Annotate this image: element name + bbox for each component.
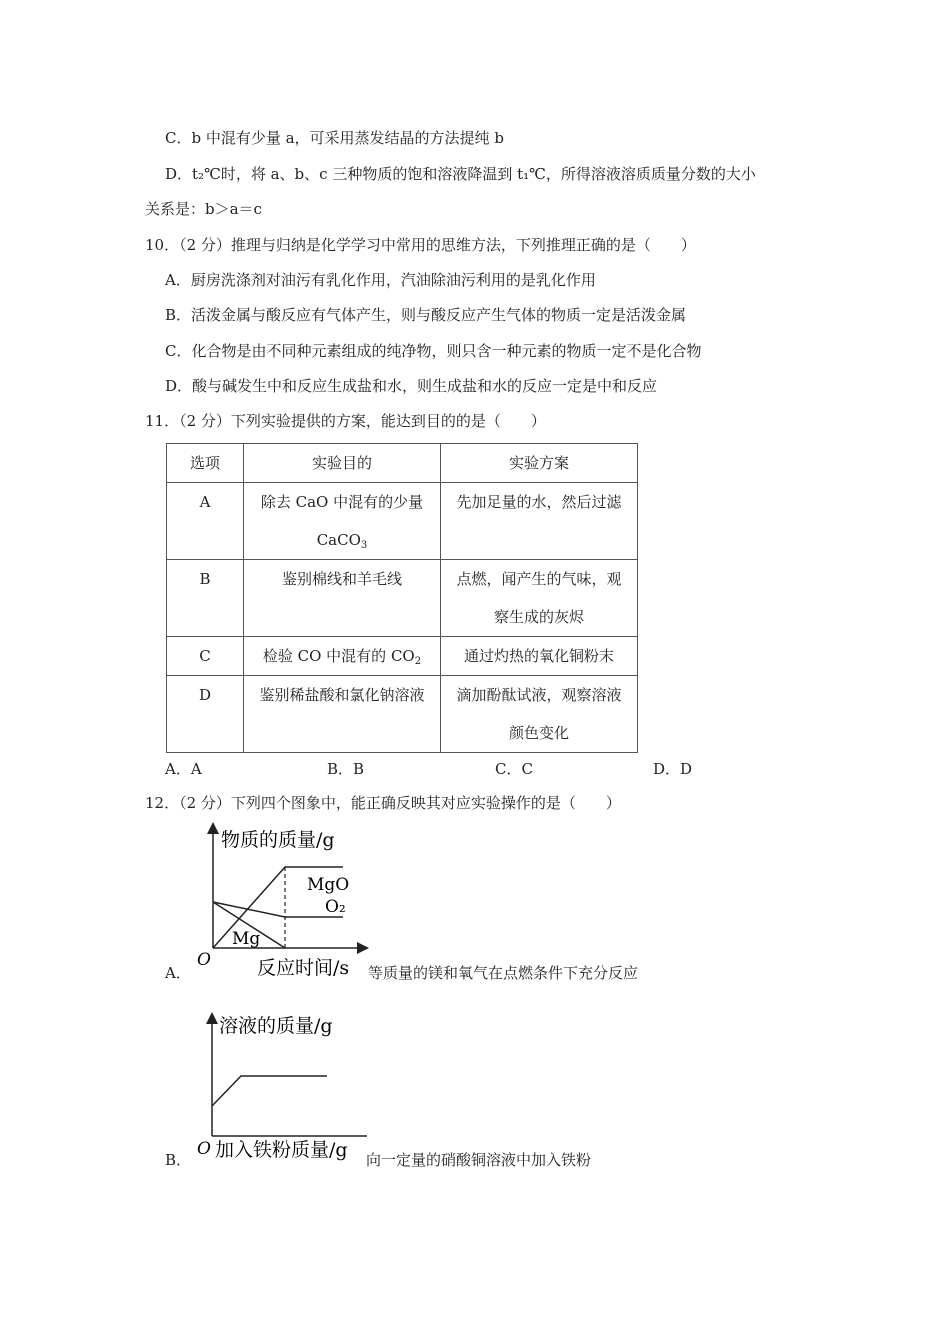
table-cell-plan xyxy=(441,483,638,560)
table-row xyxy=(167,560,638,637)
graph-b-ylabel: 溶液的质量/g xyxy=(219,1015,333,1037)
q12-option-a-desc: 等质量的镁和氧气在点燃条件下充分反应 xyxy=(368,964,639,982)
q10-option-c: C．化合物是由不同种元素组成的纯净物，则只含一种元素的物质一定不是化合物 xyxy=(165,342,702,360)
plan-line: 点燃，闻产生的气味，观 xyxy=(456,570,622,588)
q10-stem: 10．（2 分）推理与归纳是化学学习中常用的思维方法，下列推理正确的是（ ） xyxy=(145,236,696,254)
series-label-mgo: MgO xyxy=(307,875,350,895)
q10-option-d: D．酸与碱发生中和反应生成盐和水，则生成盐和水的反应一定是中和反应 xyxy=(165,377,658,395)
graph-a-origin: O xyxy=(197,950,211,970)
table-header: 实验目的 xyxy=(244,444,441,483)
q12-option-b-desc: 向一定量的硝酸铜溶液中加入铁粉 xyxy=(366,1151,592,1169)
q11-answer-c[interactable]: C．C xyxy=(495,760,533,778)
table-header: 选项 xyxy=(167,444,244,483)
table-row xyxy=(167,637,638,676)
q10-option-a: A．厨房洗涤剂对油污有乳化作用，汽油除油污利用的是乳化作用 xyxy=(165,271,596,289)
graph-a-ylabel: 物质的质量/g xyxy=(221,829,335,851)
table-cell-goal: 鉴别稀盐酸和氯化钠溶液 xyxy=(244,676,441,753)
q12-option-b-label: B． xyxy=(165,1151,192,1169)
formula-main: 检验 CO 中混有的 CO xyxy=(262,647,415,665)
goal-line: 除去 CaO 中混有的少量 xyxy=(260,493,424,511)
table-cell-option: A xyxy=(167,483,244,560)
q11-answer-a[interactable]: A．A xyxy=(165,760,202,778)
formula-main: CaCO xyxy=(316,531,361,549)
table-cell-goal: 鉴别棉线和羊毛线 xyxy=(244,560,441,637)
plan-line: 滴加酚酞试液，观察溶液 xyxy=(456,686,622,704)
graph-a-xlabel: 反应时间/s xyxy=(257,957,350,979)
q10-option-b: B．活泼金属与酸反应有气体产生，则与酸反应产生气体的物质一定是活泼金属 xyxy=(165,306,687,324)
q9-option-d-line2: 关系是：b＞a＝c xyxy=(145,200,262,218)
table-cell-plan: 通过灼热的氧化铜粉末 xyxy=(441,637,638,676)
table-cell-option: D xyxy=(167,676,244,753)
goal-line xyxy=(250,521,434,559)
q11-answer-d[interactable]: D．D xyxy=(653,760,693,778)
table-cell-goal xyxy=(244,637,441,676)
q12-option-a-label: A． xyxy=(165,964,191,982)
plan-line: 察生成的灰烬 xyxy=(493,608,584,626)
plan-line: 先加足量的水，然后过滤 xyxy=(456,493,622,511)
table-cell-option: C xyxy=(167,637,244,676)
q11-answer-b[interactable]: B．B xyxy=(327,760,365,778)
table-cell-goal xyxy=(244,483,441,560)
series-label-mg: Mg xyxy=(232,929,261,949)
q11-stem: 11．（2 分）下列实验提供的方案，能达到目的的是（ ） xyxy=(145,412,546,430)
q11-answer-options xyxy=(165,758,725,778)
graph-b-origin: O xyxy=(197,1139,211,1159)
series-label-o2: O₂ xyxy=(325,897,346,917)
table-cell-plan xyxy=(441,560,638,637)
graph-b xyxy=(195,1008,375,1168)
q12-stem: 12．（2 分）下列四个图象中，能正确反映其对应实验操作的是（ ） xyxy=(145,794,621,812)
table-cell-option: B xyxy=(167,560,244,637)
q9-option-d-line1: D．t₂℃时，将 a、b、c 三种物质的饱和溶液降温到 t₁℃，所得溶液溶质质量分数的大小 xyxy=(165,165,756,183)
graph-b-xlabel: 加入铁粉质量/g xyxy=(215,1139,348,1161)
graph-a xyxy=(195,820,370,980)
formula-sub: 2 xyxy=(414,656,422,667)
table-row xyxy=(167,676,638,753)
formula-sub: 3 xyxy=(360,540,368,551)
table-header-row xyxy=(167,444,638,483)
table-row xyxy=(167,483,638,560)
plan-line: 颜色变化 xyxy=(508,724,569,742)
table-cell-plan xyxy=(441,676,638,753)
q11-table xyxy=(166,443,638,753)
q9-option-c: C．b 中混有少量 a，可采用蒸发结晶的方法提纯 b xyxy=(165,129,504,147)
series-line-solution-mass xyxy=(212,1076,327,1106)
table-header: 实验方案 xyxy=(441,444,638,483)
